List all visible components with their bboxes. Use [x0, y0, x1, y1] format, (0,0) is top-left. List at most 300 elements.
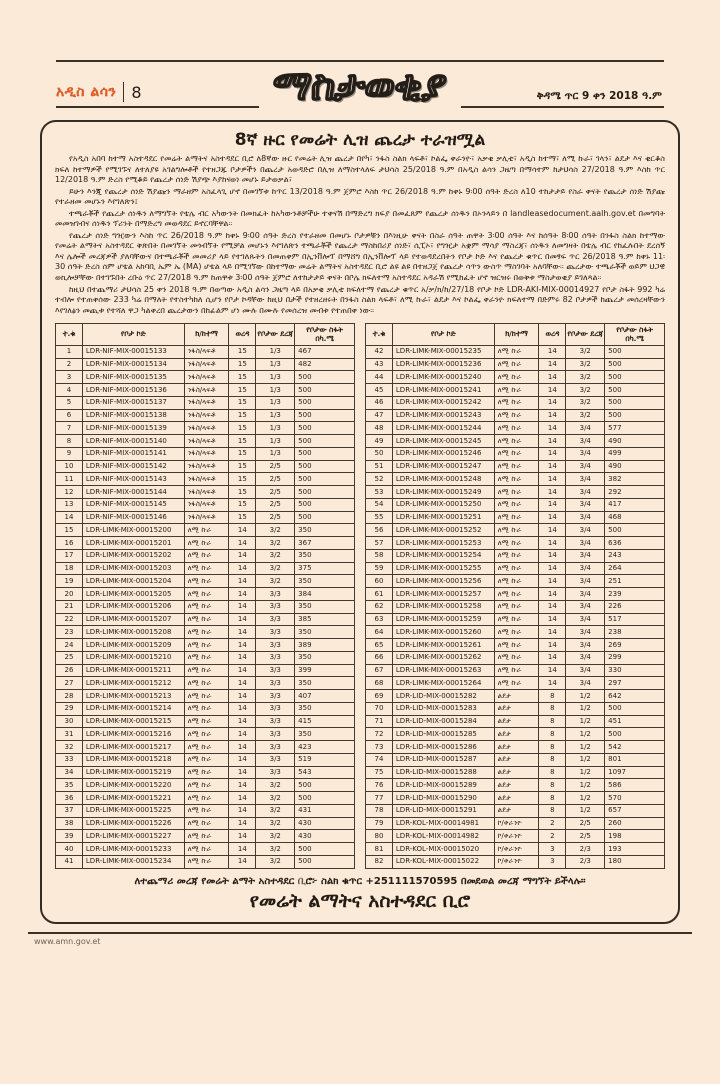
- table-row: [366, 855, 665, 868]
- table-cell: 14: [229, 690, 256, 703]
- table-cell: ለሚ ኩራ: [494, 460, 539, 473]
- table-cell: 15: [229, 486, 256, 499]
- table-cell: 14: [229, 651, 256, 664]
- table-cell: ለሚ ኩራ: [184, 817, 229, 830]
- table-cell: 3/2: [256, 524, 295, 537]
- table-cell: 43: [366, 358, 393, 371]
- table-cell: 15: [229, 435, 256, 448]
- table-cell: ኮ/ቀራንዮ: [494, 843, 539, 856]
- table-cell: 3/2: [256, 804, 295, 817]
- table-cell: 3/2: [256, 537, 295, 550]
- table-cell: 500: [295, 435, 355, 448]
- table-cell: 59: [366, 562, 393, 575]
- table-cell: 29: [56, 702, 83, 715]
- table-cell: 490: [605, 460, 665, 473]
- table-cell: 14: [539, 473, 566, 486]
- table-cell: 500: [295, 447, 355, 460]
- table-cell: ንፋስ/ላፍቶ: [184, 486, 229, 499]
- table-cell: ለሚ ኩራ: [494, 435, 539, 448]
- table-cell: ኮ/ቀራንዮ: [494, 830, 539, 843]
- table-cell: 3/4: [566, 435, 605, 448]
- table-cell: 1/2: [566, 741, 605, 754]
- table-cell: 14: [539, 371, 566, 384]
- table-cell: 14: [229, 817, 256, 830]
- table-row: [366, 792, 665, 805]
- table-cell: LDR-KOL-MIX-00015020: [392, 843, 494, 856]
- table-cell: LDR-LIMK-MIX-00015257: [392, 588, 494, 601]
- table-cell: 15: [229, 460, 256, 473]
- table-cell: LDR-LID-MIX-00015289: [392, 779, 494, 792]
- table-cell: 350: [295, 549, 355, 562]
- table-cell: 28: [56, 690, 83, 703]
- table-row: [56, 753, 355, 766]
- table-cell: LDR-LIMK-MIX-00015233: [82, 843, 184, 856]
- table-cell: 180: [605, 855, 665, 868]
- table-cell: 14: [229, 855, 256, 868]
- table-cell: 382: [605, 473, 665, 486]
- table-cell: 500: [605, 396, 665, 409]
- table-cell: LDR-LIMK-MIX-00015264: [392, 677, 494, 690]
- table-cell: 81: [366, 843, 393, 856]
- table-row: [366, 384, 665, 397]
- table-row: [56, 498, 355, 511]
- table-row: [56, 677, 355, 690]
- table-cell: 36: [56, 792, 83, 805]
- footer-rule: [28, 932, 692, 934]
- table-cell: 2/5: [256, 498, 295, 511]
- table-cell: 14: [229, 728, 256, 741]
- table-cell: ለሚ ኩራ: [184, 741, 229, 754]
- table-cell: LDR-LIMK-MIX-00015217: [82, 741, 184, 754]
- table-cell: LDR-LIMK-MIX-00015216: [82, 728, 184, 741]
- table-cell: 3: [56, 371, 83, 384]
- table-cell: LDR-LIMK-MIX-00015262: [392, 651, 494, 664]
- table-row: [366, 613, 665, 626]
- table-cell: 67: [366, 664, 393, 677]
- table-cell: LDR-LIMK-MIX-00015213: [82, 690, 184, 703]
- table-cell: 61: [366, 588, 393, 601]
- table-cell: LDR-LIMK-MIX-00015227: [82, 830, 184, 843]
- table-cell: 577: [605, 422, 665, 435]
- table-cell: 14: [229, 575, 256, 588]
- table-row: [366, 435, 665, 448]
- table-row: [366, 651, 665, 664]
- table-cell: 3/4: [566, 511, 605, 524]
- table-cell: LDR-LIMK-MIX-00015225: [82, 804, 184, 817]
- table-cell: 30: [56, 715, 83, 728]
- table-row: [56, 473, 355, 486]
- notice-title: 8ኛ ዙር የመሬት ሊዝ ጨረታ ተራዝሟል: [234, 130, 486, 150]
- table-cell: 1/2: [566, 715, 605, 728]
- table-cell: 423: [295, 741, 355, 754]
- table-cell: LDR-LIMK-MIX-00015255: [392, 562, 494, 575]
- table-row: [56, 690, 355, 703]
- table-cell: 14: [539, 677, 566, 690]
- column-header: የቦታ ኮድ: [392, 324, 494, 346]
- table-cell: 21: [56, 600, 83, 613]
- table-cell: LDR-NIF-MIX-00015142: [82, 460, 184, 473]
- column-header: ወረዳ: [229, 324, 256, 346]
- table-cell: LDR-NIF-MIX-00015137: [82, 396, 184, 409]
- table-row: [56, 600, 355, 613]
- table-cell: 500: [605, 345, 665, 358]
- table-cell: ንፋስ/ላፍቶ: [184, 511, 229, 524]
- table-cell: 3/2: [566, 371, 605, 384]
- table-cell: ለሚ ኩራ: [494, 358, 539, 371]
- table-cell: 430: [295, 817, 355, 830]
- table-header-row: [366, 324, 665, 346]
- table-row: [56, 562, 355, 575]
- table-cell: ለሚ ኩራ: [184, 575, 229, 588]
- table-cell: LDR-LID-MIX-00015287: [392, 753, 494, 766]
- table-cell: 15: [229, 498, 256, 511]
- table-cell: 3: [539, 855, 566, 868]
- table-cell: ልደታ: [494, 792, 539, 805]
- table-cell: 3/2: [256, 779, 295, 792]
- table-cell: 299: [605, 651, 665, 664]
- notice-paragraph: የጨረታ ሰነድ ግዢውን እስከ ጥር 26/2018 ዓ.ም ከቀኑ 9፡00 ሰዓት ድረስ የተራዘመ በመሆኑ ቦታዎቹን በእነዚሁ ቀናት በስራ ሰዓት ጠዋት 3፡00 ሰዓት እና ከሰዓት 8፡00 ሰዓት በንፋስ ስልክ ከተማው የመሬት ልማትና አስተዳደር ቅጽበት በመገኘት መጎብኘት የሚቻል መሆኑን እየገለጽን ተጫራቾች የጨረታ ማስከበሪያ ሰነድ፣ ሲፒኦ፣ የግዢታ አቋም ማሳያ ማስረጃ፣ ሰነዱን ለመግዛት በቴሌ ብር የከፈሉበት ደረሰኝ እና ሌሎች መረጃዎች ያለባቸውና በተጫራቾች መመሪያ ላይ የተገለጹትን በመጠቀም በኢንቨሎፕ በማሸግ በኢንቨሎፕ ላይ የተወዳደረበትን የቦታ ኮድ እና የጨረታ ቁጥር በመፃፍ ጥር 26/2018 ዓ.ም ከቀኑ 11፡30 ሰዓት ድረስ ሰም ሆቴል አከባቢ ኤም ኤ (MA) ሆቴል ላይ በሚገኘው በከተማው መሬት ልማትና አስተዳደር ቢሮ ልዩ ልዩ በተዘጋጀ የጨረታ ሳጥን ውስጥ ማስገባት አለባቸው። ጨረታው ተጫራቾች ወይም ህጋዊ ወኪሎቻቸው በተገኙበት ረቡዕ ጥር 27/2018 ዓ.ም ከጠዋቱ 3፡00 ሰዓት ጀምሮ ለተከታታይ ቀናት በቦሌ ክፍለተማ አስተዳደር አዳራሽ የሚከፈት ሆኖ ዝርዝሩ በወቅቱ ማስታወቂያ ይገለጻል።: [55, 230, 665, 283]
- table-cell: ለሚ ኩራ: [494, 511, 539, 524]
- table-cell: 500: [295, 855, 355, 868]
- table-cell: 3/2: [566, 358, 605, 371]
- issuer-signature: የመሬት ልማትና አስተዳደር ቢሮ: [249, 889, 471, 912]
- table-cell: 14: [229, 792, 256, 805]
- table-cell: 14: [229, 664, 256, 677]
- table-cell: LDR-LIMK-MIX-00015249: [392, 486, 494, 499]
- masthead-title: ማስታወቂያ: [271, 63, 449, 109]
- table-cell: 407: [295, 690, 355, 703]
- table-cell: LDR-NIF-MIX-00015136: [82, 384, 184, 397]
- table-cell: 33: [56, 753, 83, 766]
- table-cell: 1/3: [256, 371, 295, 384]
- table-cell: ልደታ: [494, 741, 539, 754]
- table-cell: 7: [56, 422, 83, 435]
- table-cell: 500: [295, 396, 355, 409]
- table-cell: LDR-LIMK-MIX-00015212: [82, 677, 184, 690]
- table-cell: 1/2: [566, 804, 605, 817]
- table-cell: 350: [295, 677, 355, 690]
- table-cell: 14: [229, 626, 256, 639]
- table-row: [56, 358, 355, 371]
- table-cell: 350: [295, 575, 355, 588]
- table-cell: ለሚ ኩራ: [494, 409, 539, 422]
- table-cell: 642: [605, 690, 665, 703]
- notice-paragraph: ከዚህ በተጨማሪ ታህሳስ 25 ቀን 2018 ዓ.ም በወጣው አዲስ ልሳን ጋዜጣ ላይ በአቃቂ ቃሊቲ ክፍለተማ የጨረታ ቁጥር አ/ቃ/ክ/ከ/27/18 የቦታ ኮድ LDR-AKI-MIX-00014927 የቦታ ስፋት 992 ካሬ ተብሎ የተጠቀሰው 233 ካሬ በማለት የተስተካከለ ሲሆን የቦታ ኮዳቸው ከዚህ በታች የተዘረዘሩት በንፋስ ስልክ ላፍቶ፣ ለሚ ኩራ፣ ልደታ እና ኮልፌ ቀራንዮ ክፍለተማ በድምሩ 82 ቦታዎች ከጨረታ መሰረዛቸውን እየገለፅን መጪቱ የተሻለ ዋጋ ካልቀረበ ጨረታውን በከፊልም ሆነ ሙሉ በሙሉ የመሰረዝ መብቱ የተጠበቀ ነው።: [55, 284, 665, 315]
- table-cell: 3/3: [256, 588, 295, 601]
- contact-line: ለተጨማሪ መረጃ የመሬት ልማት አስተዳደር ቢሮ፦ ስልክ ቁጥር +251111570595 በመደወል መረጃ ማግኘት ይችላሉ።: [134, 875, 586, 887]
- table-cell: 3/3: [256, 741, 295, 754]
- table-cell: 389: [295, 639, 355, 652]
- table-cell: ለሚ ኩራ: [184, 613, 229, 626]
- table-cell: ለሚ ኩራ: [494, 677, 539, 690]
- table-cell: 1/2: [566, 728, 605, 741]
- table-cell: 350: [295, 600, 355, 613]
- table-cell: 3/2: [256, 830, 295, 843]
- table-row: [366, 409, 665, 422]
- table-cell: LDR-LIMK-MIX-00015201: [82, 537, 184, 550]
- table-row: [56, 486, 355, 499]
- table-row: [366, 588, 665, 601]
- table-row: [366, 664, 665, 677]
- table-cell: 14: [539, 626, 566, 639]
- table-cell: 80: [366, 830, 393, 843]
- table-cell: 77: [366, 792, 393, 805]
- table-cell: LDR-LIMK-MIX-00015263: [392, 664, 494, 677]
- table-cell: 14: [229, 741, 256, 754]
- table-cell: LDR-LID-MIX-00015286: [392, 741, 494, 754]
- table-cell: ንፋስ/ላፍቶ: [184, 447, 229, 460]
- table-cell: 14: [539, 588, 566, 601]
- table-cell: 399: [295, 664, 355, 677]
- table-row: [56, 371, 355, 384]
- table-cell: ንፋስ/ላፍቶ: [184, 396, 229, 409]
- table-cell: ለሚ ኩራ: [494, 371, 539, 384]
- table-cell: 3/3: [256, 677, 295, 690]
- table-cell: 292: [605, 486, 665, 499]
- table-cell: 482: [295, 358, 355, 371]
- table-cell: 34: [56, 766, 83, 779]
- table-cell: 46: [366, 396, 393, 409]
- table-cell: 517: [605, 613, 665, 626]
- table-cell: 431: [295, 804, 355, 817]
- table-cell: 570: [605, 792, 665, 805]
- table-cell: ኮ/ቀራንዮ: [494, 855, 539, 868]
- table-cell: 40: [56, 843, 83, 856]
- table-cell: 15: [229, 447, 256, 460]
- table-row: [56, 447, 355, 460]
- table-cell: 3/2: [566, 409, 605, 422]
- table-cell: LDR-NIF-MIX-00015146: [82, 511, 184, 524]
- column-header: የቦታው ስፋት በካ.ሜ: [295, 324, 355, 346]
- newspaper-page: [0, 60, 720, 1084]
- table-cell: ለሚ ኩራ: [494, 447, 539, 460]
- table-cell: 1/3: [256, 345, 295, 358]
- table-cell: 8: [539, 804, 566, 817]
- table-cell: 14: [229, 524, 256, 537]
- table-cell: 1/2: [566, 792, 605, 805]
- table-row: [56, 741, 355, 754]
- table-cell: 14: [229, 843, 256, 856]
- table-cell: 14: [229, 549, 256, 562]
- table-cell: LDR-LID-MIX-00015291: [392, 804, 494, 817]
- table-cell: 4: [56, 384, 83, 397]
- table-cell: 3/2: [256, 562, 295, 575]
- table-cell: ንፋስ/ላፍቶ: [184, 422, 229, 435]
- table-cell: 14: [229, 804, 256, 817]
- table-cell: 8: [539, 715, 566, 728]
- column-header: የቦታ ኮድ: [82, 324, 184, 346]
- table-cell: 500: [295, 486, 355, 499]
- table-cell: 25: [56, 651, 83, 664]
- table-cell: 384: [295, 588, 355, 601]
- table-cell: 14: [539, 396, 566, 409]
- masthead-right: [461, 90, 664, 108]
- table-cell: ለሚ ኩራ: [184, 664, 229, 677]
- table-cell: LDR-LIMK-MIX-00015214: [82, 702, 184, 715]
- table-cell: 1/3: [256, 435, 295, 448]
- table-cell: 15: [229, 396, 256, 409]
- table-cell: ለሚ ኩራ: [184, 830, 229, 843]
- table-row: [366, 753, 665, 766]
- table-cell: ንፋስ/ላፍቶ: [184, 358, 229, 371]
- column-header: ወረዳ: [539, 324, 566, 346]
- table-cell: 193: [605, 843, 665, 856]
- table-cell: 73: [366, 741, 393, 754]
- table-cell: LDR-LID-MIX-00015283: [392, 702, 494, 715]
- table-row: [56, 613, 355, 626]
- table-cell: 44: [366, 371, 393, 384]
- table-row: [56, 639, 355, 652]
- table-cell: 52: [366, 473, 393, 486]
- table-cell: 14: [229, 588, 256, 601]
- table-cell: 71: [366, 715, 393, 728]
- table-cell: LDR-LID-MIX-00015288: [392, 766, 494, 779]
- table-cell: 500: [605, 358, 665, 371]
- table-cell: 243: [605, 549, 665, 562]
- table-cell: 3/3: [256, 702, 295, 715]
- table-row: [366, 600, 665, 613]
- table-row: [56, 511, 355, 524]
- table-cell: 31: [56, 728, 83, 741]
- table-cell: 3/2: [566, 396, 605, 409]
- table-cell: ለሚ ኩራ: [494, 626, 539, 639]
- table-cell: ለሚ ኩራ: [494, 384, 539, 397]
- table-cell: 3/4: [566, 486, 605, 499]
- table-cell: 1/3: [256, 409, 295, 422]
- table-cell: 657: [605, 804, 665, 817]
- table-cell: 42: [366, 345, 393, 358]
- table-cell: LDR-LID-MIX-00015284: [392, 715, 494, 728]
- table-row: [56, 549, 355, 562]
- table-cell: 2/5: [256, 486, 295, 499]
- table-cell: 14: [539, 498, 566, 511]
- table-cell: ልደታ: [494, 690, 539, 703]
- table-cell: ለሚ ኩራ: [494, 600, 539, 613]
- table-cell: ልደታ: [494, 766, 539, 779]
- table-cell: 11: [56, 473, 83, 486]
- table-cell: ለሚ ኩራ: [184, 677, 229, 690]
- table-cell: 500: [295, 422, 355, 435]
- table-cell: LDR-NIF-MIX-00015145: [82, 498, 184, 511]
- table-cell: 3/2: [256, 575, 295, 588]
- table-cell: 14: [539, 384, 566, 397]
- table-cell: 3/4: [566, 473, 605, 486]
- table-cell: 15: [229, 358, 256, 371]
- table-cell: 15: [56, 524, 83, 537]
- table-cell: ለሚ ኩራ: [494, 422, 539, 435]
- table-cell: 14: [539, 447, 566, 460]
- table-cell: LDR-LIMK-MIX-00015256: [392, 575, 494, 588]
- table-cell: 3/2: [566, 345, 605, 358]
- table-cell: LDR-LIMK-MIX-00015236: [392, 358, 494, 371]
- table-cell: LDR-LIMK-MIX-00015234: [82, 855, 184, 868]
- table-row: [56, 537, 355, 550]
- table-cell: 2/5: [256, 460, 295, 473]
- table-cell: 14: [229, 766, 256, 779]
- table-cell: 14: [539, 511, 566, 524]
- table-cell: 500: [605, 409, 665, 422]
- table-cell: LDR-LIMK-MIX-00015247: [392, 460, 494, 473]
- table-row: [56, 396, 355, 409]
- table-cell: 64: [366, 626, 393, 639]
- table-cell: LDR-LIMK-MIX-00015240: [392, 371, 494, 384]
- table-cell: LDR-LIMK-MIX-00015218: [82, 753, 184, 766]
- table-cell: 15: [229, 345, 256, 358]
- notice-paragraph: ተጫራቾች የጨረታ ሰነዱን ለማግኘት የቴሌ ብር አካውንት በመክፈት ከአካውንቶቻችሁ ተቀናሽ በማድረግ ክፍያ በመፈጸም የጨረታ ሰነዱን በኦንላይን በ landleasedocument.aalh.gov.et በመግባት መመዝገብና ሰነዱን ፕሪንት በማድረግ መወዳደር ይኖርባቸዋል።: [55, 208, 665, 229]
- table-row: [56, 766, 355, 779]
- table-cell: 239: [605, 588, 665, 601]
- table-cell: ለሚ ኩራ: [494, 345, 539, 358]
- table-cell: LDR-LIMK-MIX-00015220: [82, 779, 184, 792]
- table-cell: 14: [539, 600, 566, 613]
- table-cell: LDR-LIMK-MIX-00015207: [82, 613, 184, 626]
- table-cell: ለሚ ኩራ: [494, 473, 539, 486]
- table-cell: 70: [366, 702, 393, 715]
- table-cell: 13: [56, 498, 83, 511]
- table-cell: 3/4: [566, 524, 605, 537]
- table-cell: 14: [539, 562, 566, 575]
- table-cell: 801: [605, 753, 665, 766]
- table-cell: 2/5: [256, 511, 295, 524]
- table-cell: 8: [539, 741, 566, 754]
- table-cell: 3/4: [566, 677, 605, 690]
- table-cell: 26: [56, 664, 83, 677]
- table-row: [56, 345, 355, 358]
- table-cell: ልደታ: [494, 804, 539, 817]
- issue-date: ቅዳሜ ጥር 9 ቀን 2018 ዓ.ም: [536, 90, 662, 102]
- table-cell: ለሚ ኩራ: [184, 843, 229, 856]
- table-cell: 500: [295, 473, 355, 486]
- table-cell: 74: [366, 753, 393, 766]
- table-row: [56, 728, 355, 741]
- table-cell: 14: [229, 779, 256, 792]
- masthead-left: [56, 82, 259, 108]
- table-row: [366, 460, 665, 473]
- table-cell: 8: [539, 728, 566, 741]
- table-cell: LDR-LIMK-MIX-00015210: [82, 651, 184, 664]
- table-cell: 14: [539, 651, 566, 664]
- table-row: [366, 345, 665, 358]
- table-cell: LDR-LIMK-MIX-00015245: [392, 435, 494, 448]
- table-cell: 3/4: [566, 664, 605, 677]
- table-cell: ንፋስ/ላፍቶ: [184, 384, 229, 397]
- lease-tables: [55, 323, 665, 869]
- table-cell: ለሚ ኩራ: [494, 562, 539, 575]
- table-row: [366, 677, 665, 690]
- table-row: [366, 549, 665, 562]
- table-cell: 542: [605, 741, 665, 754]
- table-cell: ልደታ: [494, 702, 539, 715]
- table-cell: LDR-LIMK-MIX-00015200: [82, 524, 184, 537]
- table-cell: 500: [295, 843, 355, 856]
- table-cell: 47: [366, 409, 393, 422]
- table-cell: 76: [366, 779, 393, 792]
- table-cell: 3/4: [566, 588, 605, 601]
- table-row: [366, 817, 665, 830]
- table-cell: ልደታ: [494, 779, 539, 792]
- table-cell: 14: [229, 753, 256, 766]
- table-cell: 500: [605, 702, 665, 715]
- table-cell: ንፋስ/ላፍቶ: [184, 409, 229, 422]
- table-cell: ለሚ ኩራ: [184, 792, 229, 805]
- table-cell: 14: [229, 677, 256, 690]
- table-cell: 15: [229, 511, 256, 524]
- table-cell: ለሚ ኩራ: [494, 588, 539, 601]
- table-cell: LDR-NIF-MIX-00015133: [82, 345, 184, 358]
- table-cell: 415: [295, 715, 355, 728]
- table-cell: LDR-LIMK-MIX-00015206: [82, 600, 184, 613]
- table-cell: LDR-LIMK-MIX-00015244: [392, 422, 494, 435]
